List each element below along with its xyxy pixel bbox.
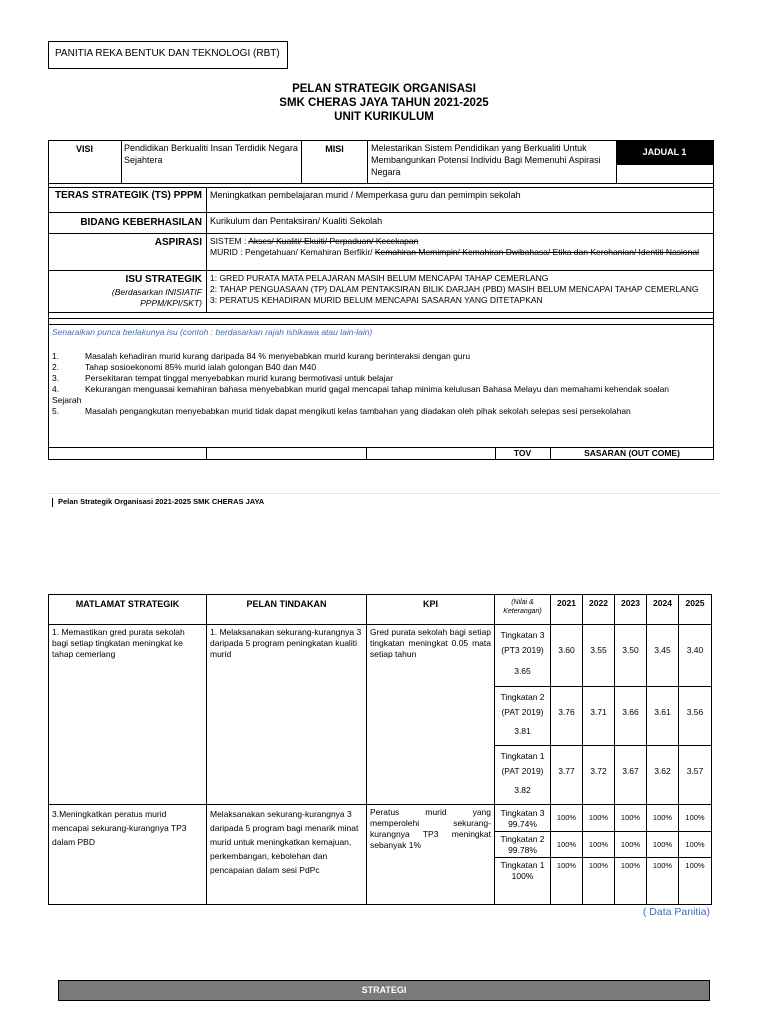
aspirasi-label: ASPIRASI xyxy=(154,237,202,248)
divider xyxy=(48,187,714,188)
jadual-badge: JADUAL 1 xyxy=(616,141,713,164)
punca-list xyxy=(52,351,712,417)
divider xyxy=(48,212,714,213)
target-cell: 100% xyxy=(583,858,615,905)
teras-label: TERAS STRATEGIK (TS) PPPM xyxy=(54,190,202,201)
target-cell: 3.61 xyxy=(647,687,679,746)
punca-item xyxy=(52,351,712,362)
punca-num: 1. xyxy=(52,351,60,361)
isu-label: ISU STRATEGIK xyxy=(125,274,202,285)
punca-num: 2. xyxy=(52,362,60,372)
punca-item xyxy=(52,406,712,417)
footer-bar xyxy=(52,498,53,507)
target-cell: 100% xyxy=(647,858,679,905)
isu-list xyxy=(210,273,712,306)
pelan-3: Melaksanakan sekurang-kurangnya 3 daripada 5 program bagi menarik minat murid untuk meningkatkan kemajuan, perkembangan, kebolehan dan pencapaian dalam sesi PdPc xyxy=(207,805,367,905)
punca-item xyxy=(52,384,712,395)
target-cell: 100% xyxy=(615,832,647,858)
footer-text: Pelan Strategik Organisasi 2021-2025 SMK CHERAS JAYA xyxy=(58,497,265,506)
isu-item: 3: PERATUS KEHADIRAN MURID BELUM MENCAPAI SASARAN YANG DITETAPKAN xyxy=(210,295,543,305)
target-cell: 3.55 xyxy=(583,625,615,687)
divider xyxy=(48,318,714,319)
tov-cell xyxy=(495,687,551,746)
tov-cell xyxy=(495,858,551,905)
target-cell: 100% xyxy=(551,858,583,905)
tov-header: TOV xyxy=(513,448,532,458)
col-year: 2023 xyxy=(615,595,647,625)
misi-text: Melestarikan Sistem Pendidikan yang Berkualiti Untuk Membangunkan Potensi Individu Bagi Memenuhi Aspirasi Negara xyxy=(371,143,601,177)
tov-cell xyxy=(495,625,551,687)
senarai-hint: Senaraikan punca berlakunya isu (contoh : berdasarkan rajah ishikawa atau lain-lain) xyxy=(52,327,373,337)
tov-level: Tingkatan 3 xyxy=(500,808,545,818)
isu-item: 1: GRED PURATA MATA PELAJARAN MASIH BELUM MENCAPAI TAHAP CEMERLANG xyxy=(210,273,549,283)
target-cell: 100% xyxy=(647,832,679,858)
col-nilai: (Nilai & Keterangan) xyxy=(495,595,551,625)
divider xyxy=(367,140,368,184)
target-cell: 3.40 xyxy=(679,625,712,687)
tov-value: 99.78% xyxy=(508,845,537,855)
divider xyxy=(48,270,714,271)
document-title xyxy=(0,82,768,124)
tov-level: Tingkatan 3 xyxy=(500,630,545,640)
target-cell: 100% xyxy=(583,805,615,832)
panitia-box xyxy=(48,41,288,69)
aspirasi-murid-prefix: MURID : Pengetahuan/ Kemahiran Berfikir/ xyxy=(210,247,375,257)
tov-level: Tingkatan 1 xyxy=(500,860,545,870)
target-cell: 3.57 xyxy=(679,746,712,805)
footer xyxy=(52,497,264,507)
target-cell: 100% xyxy=(583,832,615,858)
visi-label: VISI xyxy=(75,144,93,154)
col-year: 2021 xyxy=(551,595,583,625)
punca-text: Kekurangan menguasai kemahiran bahasa menyebabkan murid gagal mencapai tahap minima kelulusan Bahasa Melayu dan memahami kehendak soalan xyxy=(85,384,670,394)
bidang-label: BIDANG KEBERHASILAN xyxy=(80,217,202,228)
punca-text: Masalah pengangkutan menyebabkan murid tidak dapat mengikuti kelas tambahan yang diadakan oleh pihak sekolah selepas sesi persekolahan xyxy=(85,406,631,416)
data-panitia-note: ( Data Panitia) xyxy=(642,906,710,918)
tov-level: Tingkatan 2 xyxy=(500,692,545,702)
punca-continuation: Sejarah xyxy=(52,395,82,405)
col-year: 2022 xyxy=(583,595,615,625)
kpi-3: Peratus murid yang memperolehi sekurang-kurangnya TP3 meningkat sebanyak 1% xyxy=(367,805,495,905)
col-pelan: PELAN TINDAKAN xyxy=(207,595,367,625)
col-year: 2024 xyxy=(647,595,679,625)
matlamat-3: 3.Meningkatkan peratus murid mencapai sekurang-kurangnya TP3 dalam PBD xyxy=(49,805,207,905)
aspirasi-murid-struck: Kemahiran Memimpin/ Kemahiran Dwibahasa/ Etika dan Kerohanian/ Identiti Nasional xyxy=(374,247,700,257)
tov-value: 3.82 xyxy=(514,785,531,795)
target-cell: 100% xyxy=(551,832,583,858)
target-cell: 3.72 xyxy=(583,746,615,805)
divider xyxy=(48,233,714,234)
target-cell: 3.60 xyxy=(551,625,583,687)
divider xyxy=(48,324,714,325)
teras-text: Meningkatkan pembelajaran murid / Memperkasa guru dan pemimpin sekolah xyxy=(210,190,521,200)
punca-text: Tahap sosioekonomi 85% murid ialah golongan B40 dan M40 xyxy=(85,362,317,372)
tov-value: 99.74% xyxy=(508,819,537,829)
target-cell: 3.71 xyxy=(583,687,615,746)
target-cell: 3.76 xyxy=(551,687,583,746)
isu-item: 2: TAHAP PENGUASAAN (TP) DALAM PENTAKSIRAN BILIK DARJAH (PBD) MASIH BELUM MENCAPAI TAHAP CEMERLANG xyxy=(210,284,699,294)
aspirasi-sistem-prefix: SISTEM : xyxy=(210,236,249,246)
pelan-1: 1. Melaksanakan sekurang-kurangnya 3 daripada 5 program peningkatan kualiti murid xyxy=(207,625,367,805)
target-cell: 100% xyxy=(615,858,647,905)
matlamat-1: 1. Memastikan gred purata sekolah bagi setiap tingkatan meningkat ke tahap cemerlang xyxy=(49,625,207,805)
tov-source: (PAT 2019) xyxy=(501,766,544,776)
tov-level: Tingkatan 1 xyxy=(500,751,545,761)
aspirasi-sistem-struck: Akses/ Kualiti/ Ekuiti/ Perpaduan/ Kecekapan xyxy=(248,236,419,246)
aspirasi-murid xyxy=(210,247,712,258)
visi-text: Pendidikan Berkualiti Insan Terdidik Negara Sejahtera xyxy=(124,143,298,165)
divider xyxy=(121,140,122,184)
tov-cell xyxy=(495,832,551,858)
target-cell: 3.77 xyxy=(551,746,583,805)
col-matlamat: MATLAMAT STRATEGIK xyxy=(49,595,207,625)
tov-value: 3.81 xyxy=(514,726,531,736)
isu-sub-1: (Berdasarkan INISIATIF xyxy=(111,287,202,297)
punca-num: 5. xyxy=(52,406,60,416)
divider xyxy=(48,312,714,313)
tov-value: 3.65 xyxy=(514,666,531,676)
tov-cell xyxy=(495,805,551,832)
divider xyxy=(206,447,207,460)
aspirasi-text xyxy=(210,236,712,258)
divider xyxy=(616,164,714,165)
tov-cell xyxy=(495,746,551,805)
target-cell: 100% xyxy=(679,858,712,905)
target-cell: 3.62 xyxy=(647,746,679,805)
punca-num: 4. xyxy=(52,384,60,394)
target-cell: 100% xyxy=(679,805,712,832)
col-kpi: KPI xyxy=(367,595,495,625)
punca-text: Persekitaran tempat tinggal menyebabkan murid kurang bermotivasi untuk belajar xyxy=(85,373,394,383)
target-cell: 100% xyxy=(647,805,679,832)
target-cell: 100% xyxy=(615,805,647,832)
punca-num: 3. xyxy=(52,373,60,383)
isu-sub-2: PPPM/KPI/SKT) xyxy=(140,298,202,308)
bidang-text: Kurikulum dan Pentaksiran/ Kualiti Sekolah xyxy=(210,216,383,226)
sasaran-header: SASARAN (OUT COME) xyxy=(584,448,680,458)
panitia-label: PANITIA REKA BENTUK DAN TEKNOLOGI (RBT) xyxy=(55,48,280,59)
divider xyxy=(48,183,714,184)
target-cell: 3.56 xyxy=(679,687,712,746)
title-line-1: PELAN STRATEGIK ORGANISASI xyxy=(292,83,476,95)
tov-level: Tingkatan 2 xyxy=(500,834,545,844)
tov-source: (PAT 2019) xyxy=(501,707,544,717)
col-year: 2025 xyxy=(679,595,712,625)
punca-item xyxy=(52,373,712,384)
strategi-header: STRATEGI xyxy=(58,980,710,1001)
divider xyxy=(206,187,207,313)
target-cell: 100% xyxy=(551,805,583,832)
footer-divider xyxy=(48,493,720,494)
target-cell: 3.66 xyxy=(615,687,647,746)
aspirasi-sistem xyxy=(210,236,712,247)
divider xyxy=(366,447,367,460)
target-cell: 100% xyxy=(679,832,712,858)
title-line-2: SMK CHERAS JAYA TAHUN 2021-2025 xyxy=(279,97,489,109)
punca-text: Masalah kehadiran murid kurang daripada 84 % menyebabkan murid kurang berinteraksi dengan guru xyxy=(85,351,471,361)
title-line-3: UNIT KURIKULUM xyxy=(334,111,434,123)
target-cell: 3.67 xyxy=(615,746,647,805)
misi-label: MISI xyxy=(325,144,344,154)
target-cell: 3.50 xyxy=(615,625,647,687)
punca-item xyxy=(52,362,712,373)
kpi-1: Gred purata sekolah bagi setiap tingkatan meningkat 0.05 mata setiap tahun xyxy=(367,625,495,805)
tov-value: 100% xyxy=(511,871,534,881)
target-cell: 3.45 xyxy=(647,625,679,687)
tov-source: (PT3 2019) xyxy=(501,645,544,655)
